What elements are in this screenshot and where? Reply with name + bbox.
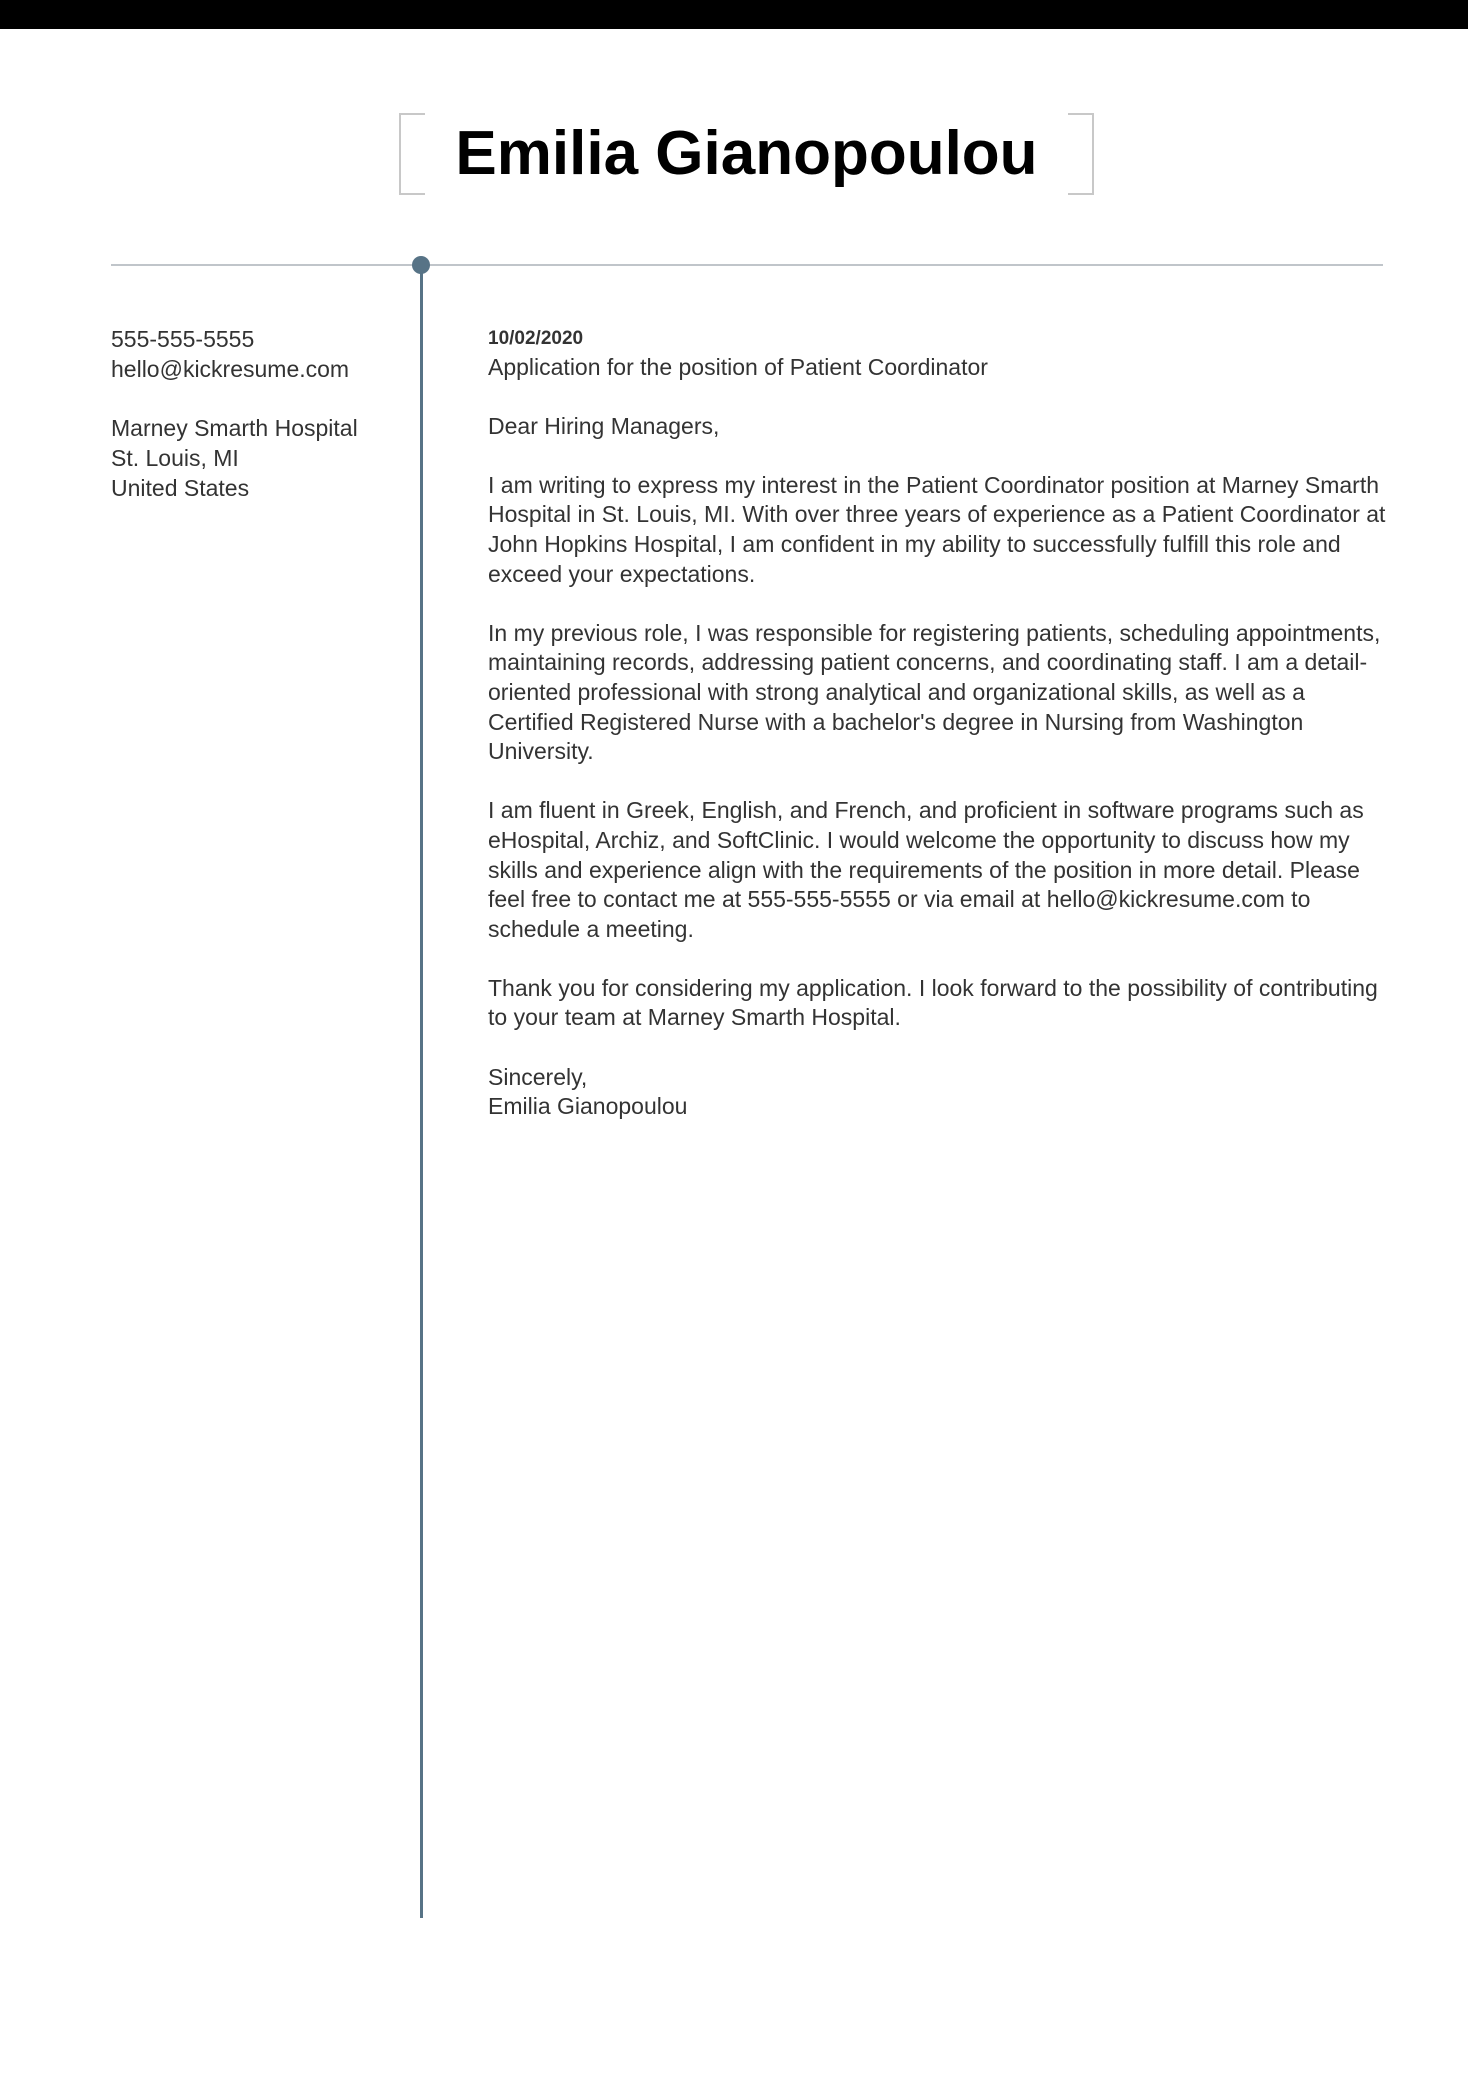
contact-phone: 555-555-5555 xyxy=(111,326,255,352)
letter-paragraph-1: I am writing to express my interest in the Patient Coordinator position at Marney Smarth Hospital in St. Louis, MI. With over three years of experience as a Patient Coordinator at John Hopkins Hospital, I am confident in my ability to successfully fulfill this role and exceed your expectations. xyxy=(488,471,1386,587)
recipient-city: St. Louis, MI xyxy=(111,445,239,471)
name-header xyxy=(399,113,1094,195)
letter-signature: Emilia Gianopoulou xyxy=(488,1093,688,1120)
letter-date: 10/02/2020 xyxy=(488,328,584,349)
divider-dot xyxy=(412,256,430,274)
letter-salutation: Dear Hiring Managers, xyxy=(488,412,720,439)
spacer xyxy=(111,384,401,413)
letter-closing: Sincerely, xyxy=(488,1063,588,1090)
recipient-organization: Marney Smarth Hospital xyxy=(111,415,358,441)
recipient-country: United States xyxy=(111,475,250,501)
top-bar xyxy=(0,0,1468,29)
applicant-name: Emilia Gianopoulou xyxy=(455,119,1038,188)
letter-body xyxy=(488,324,1388,1122)
horizontal-divider xyxy=(111,264,1383,266)
contact-email: hello@kickresume.com xyxy=(111,356,350,382)
letter-paragraph-2: In my previous role, I was responsible for registering patients, scheduling appointments, maintaining records, addressing patient concerns, and coordinating staff. I am a detail-oriented professional with strong analytical and organizational skills, as well as a Certified Registered Nurse with a bachelor's degree in Nursing from Washington University. xyxy=(488,619,1381,765)
contact-column xyxy=(111,324,401,503)
letter-subject: Application for the position of Patient Coordinator xyxy=(488,354,988,380)
vertical-divider xyxy=(420,266,423,1918)
letter-paragraph-4: Thank you for considering my application. I look forward to the possibility of contributing to your team at Marney Smarth Hospital. xyxy=(488,974,1378,1031)
letter-paragraph-3: I am fluent in Greek, English, and French, and proficient in software programs such as eHospital, Archiz, and SoftClinic. I would welcome the opportunity to discuss how my skills and experience align with the requirements of the position in more detail. Please feel free to contact me at 555-555-5555 or via email at hello@kickresume.com to schedule a meeting. xyxy=(488,797,1364,942)
